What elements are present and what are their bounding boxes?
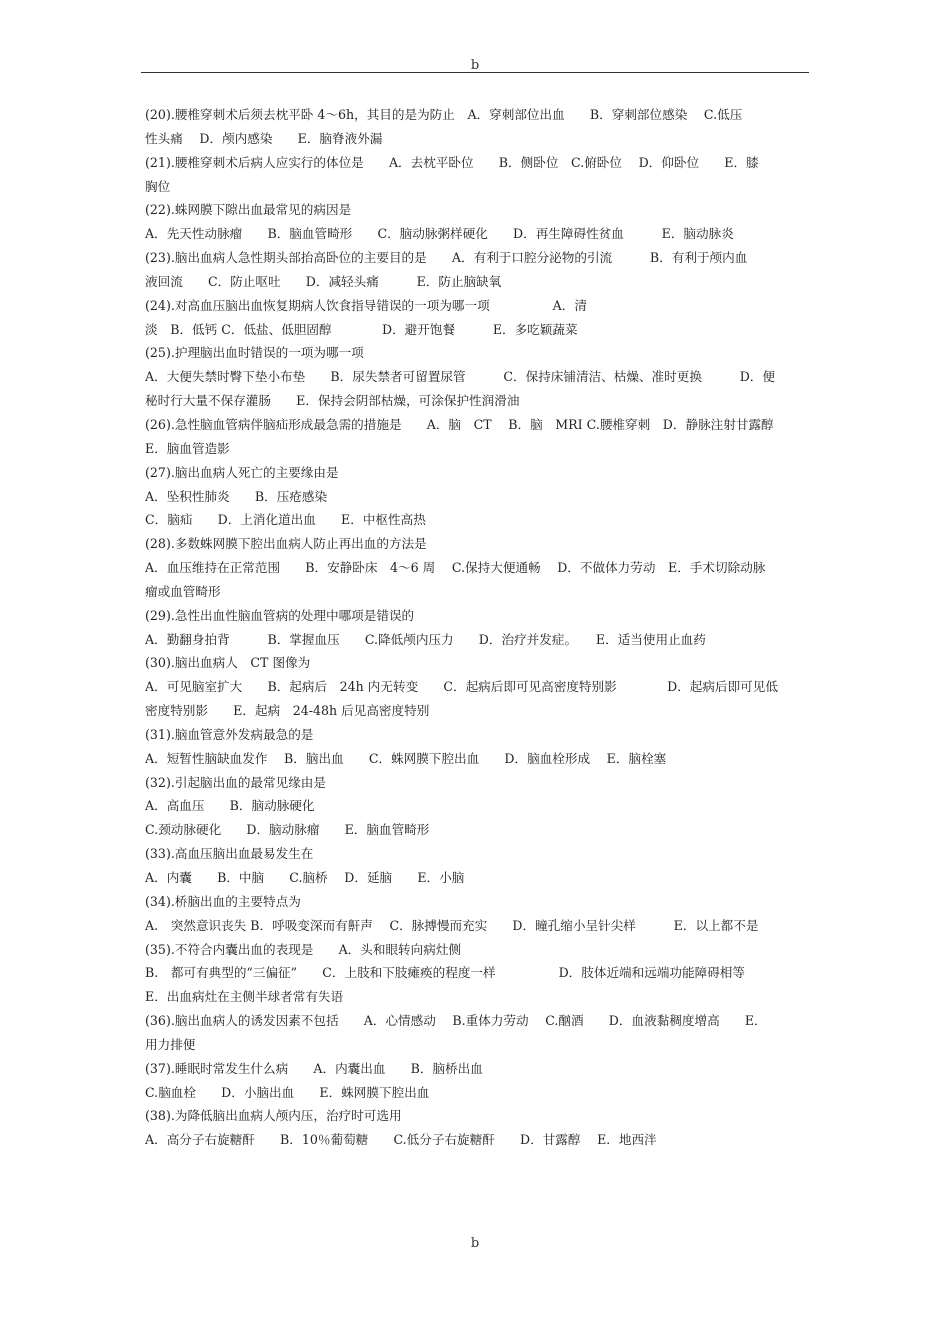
text-line: 秘时行大量不保存灌肠 E．保持会阴部枯燥，可涂保护性润滑油 (145, 393, 520, 409)
text-line: A．勤翻身拍背 B．掌握血压 C.降低颅内压力 D．治疗并发症。 E．适当使用止血药 (145, 631, 706, 647)
text-line: A．内囊 B．中脑 C.脑桥 D．延脑 E．小脑 (145, 870, 465, 885)
text-line: (28).多数蛛网膜下腔出血病人防止再出血的方法是 (145, 536, 427, 552)
text-line: A．大便失禁时臀下垫小布垫 B．尿失禁者可留置尿管 C．保持床铺清洁、枯燥、准时更换 D．便 (145, 369, 775, 385)
text-line: (24).对高血压脑出血恢复期病人饮食指导错误的一项为哪一项 A．清 (145, 297, 587, 313)
text-line: A．坠积性肺炎 B．压疮感染 (145, 488, 328, 504)
text-line: 胸位 (145, 178, 171, 194)
text-line: (36).脑出血病人的诱发因素不包括 A．心情感动 B.重体力劳动 C.酗酒 D．血液黏稠度增高 E． (145, 1013, 767, 1029)
text-line: 性头痛 D．颅内感染 E．脑脊液外漏 (145, 130, 383, 146)
text-line: 液回流 C．防止呕吐 D．减轻头痛 E．防止脑缺氧 (145, 273, 502, 289)
text-line: (21).腰椎穿刺术后病人应实行的体位是 A．去枕平卧位 B．侧卧位 C.俯卧位 D．仰卧位 E．膝 (145, 154, 759, 170)
text-line: 淡 B．低钙 C．低盐、低胆固醇 D．避开饱餐 E．多吃颖蔬菜 (145, 321, 578, 337)
text-line: A．先天性动脉瘤 B．脑血管畸形 C．脑动脉粥样硬化 D．再生障碍性贫血 E．脑动脉炎 (145, 226, 734, 242)
text-line: (22).蛛网膜下隙出血最常见的病因是 (145, 202, 352, 218)
text-line: (32).引起脑出血的最常见缘由是 (145, 774, 326, 790)
header-divider (141, 72, 809, 73)
text-line: (35).不符合内囊出血的表现是 A．头和眼转向病灶侧 (145, 941, 462, 957)
text-line: A．血压维持在正常范围 B．安静卧床 4～6 周 C.保持大便通畅 D．不做体力劳动 E．手术切除动脉 (145, 560, 766, 576)
text-line: (37).睡眠时常发生什么病 A．内囊出血 B．脑桥出血 (145, 1060, 483, 1076)
text-line: (25).护理脑出血时错误的一项为哪一项 (145, 345, 364, 361)
text-line: B. 都可有典型的“三偏征” C．上肢和下肢瘫痪的程度一样 D．肢体近端和远端功能障碍相等 (145, 965, 745, 981)
text-line: C．脑疝 D．上消化道出血 E．中枢性高热 (145, 512, 426, 528)
text-line: (23).脑出血病人急性期头部抬高卧位的主要目的是 A．有利于口腔分泌物的引流 B．有利于颅内血 (145, 250, 748, 266)
text-line: 密度特别影 E．起病 24-48h 后见高密度特别 (145, 703, 430, 719)
text-line: C.颈动脉硬化 D．脑动脉瘤 E．脑血管畸形 (145, 822, 430, 838)
text-line: C.脑血栓 D．小脑出血 E．蛛网膜下腔出血 (145, 1084, 430, 1100)
text-line: A．高血压 B．脑动脉硬化 (145, 798, 315, 814)
page-footer-mark: b (470, 1236, 480, 1251)
text-line: E．脑血管造影 (145, 440, 230, 456)
text-line: (26).急性脑血管病伴脑疝形成最急需的措施是 A．脑 CT B．脑 MRI C.腰椎穿刺 D．静脉注射甘露醇 (145, 416, 774, 432)
text-line: (30).脑出血病人 CT 图像为 (145, 655, 311, 671)
text-line: E．出血病灶在主侧半球者常有失语 (145, 989, 344, 1005)
text-line: (31).脑血管意外发病最急的是 (145, 726, 314, 742)
text-line: A. 突然意识丧失 B．呼吸变深而有鼾声 C．脉搏慢而充实 D．瞳孔缩小呈针尖样 E．以上都不是 (145, 917, 759, 933)
text-line: (29).急性出血性脑血管病的处理中哪项是错误的 (145, 607, 415, 623)
text-line: A．高分子右旋糖酐 B．10％葡萄糖 C.低分子右旋糖酐 D．甘露醇 E．地西泮 (145, 1132, 657, 1148)
page-header-mark: b (470, 58, 480, 73)
text-line: 用力排便 (145, 1036, 196, 1052)
text-line: (27).脑出血病人死亡的主要缘由是 (145, 464, 339, 480)
text-line: (20).腰椎穿刺术后须去枕平卧 4～6h，其目的是为防止 A．穿刺部位出血 B．穿刺部位感染 C.低压 (145, 107, 743, 122)
text-line: (38).为降低脑出血病人颅内压，治疗时可选用 (145, 1108, 402, 1124)
text-line: (34).桥脑出血的主要特点为 (145, 893, 301, 909)
text-line: A．可见脑室扩大 B．起病后 24h 内无转变 C．起病后即可见高密度特别影 D．起病后即可见低 (145, 679, 778, 695)
text-line: (33).高血压脑出血最易发生在 (145, 846, 314, 862)
text-line: 瘤或血管畸形 (145, 583, 221, 599)
question-list (145, 103, 807, 1152)
text-line: A．短暂性脑缺血发作 B．脑出血 C．蛛网膜下腔出血 D．脑血栓形成 E．脑栓塞 (145, 750, 667, 766)
